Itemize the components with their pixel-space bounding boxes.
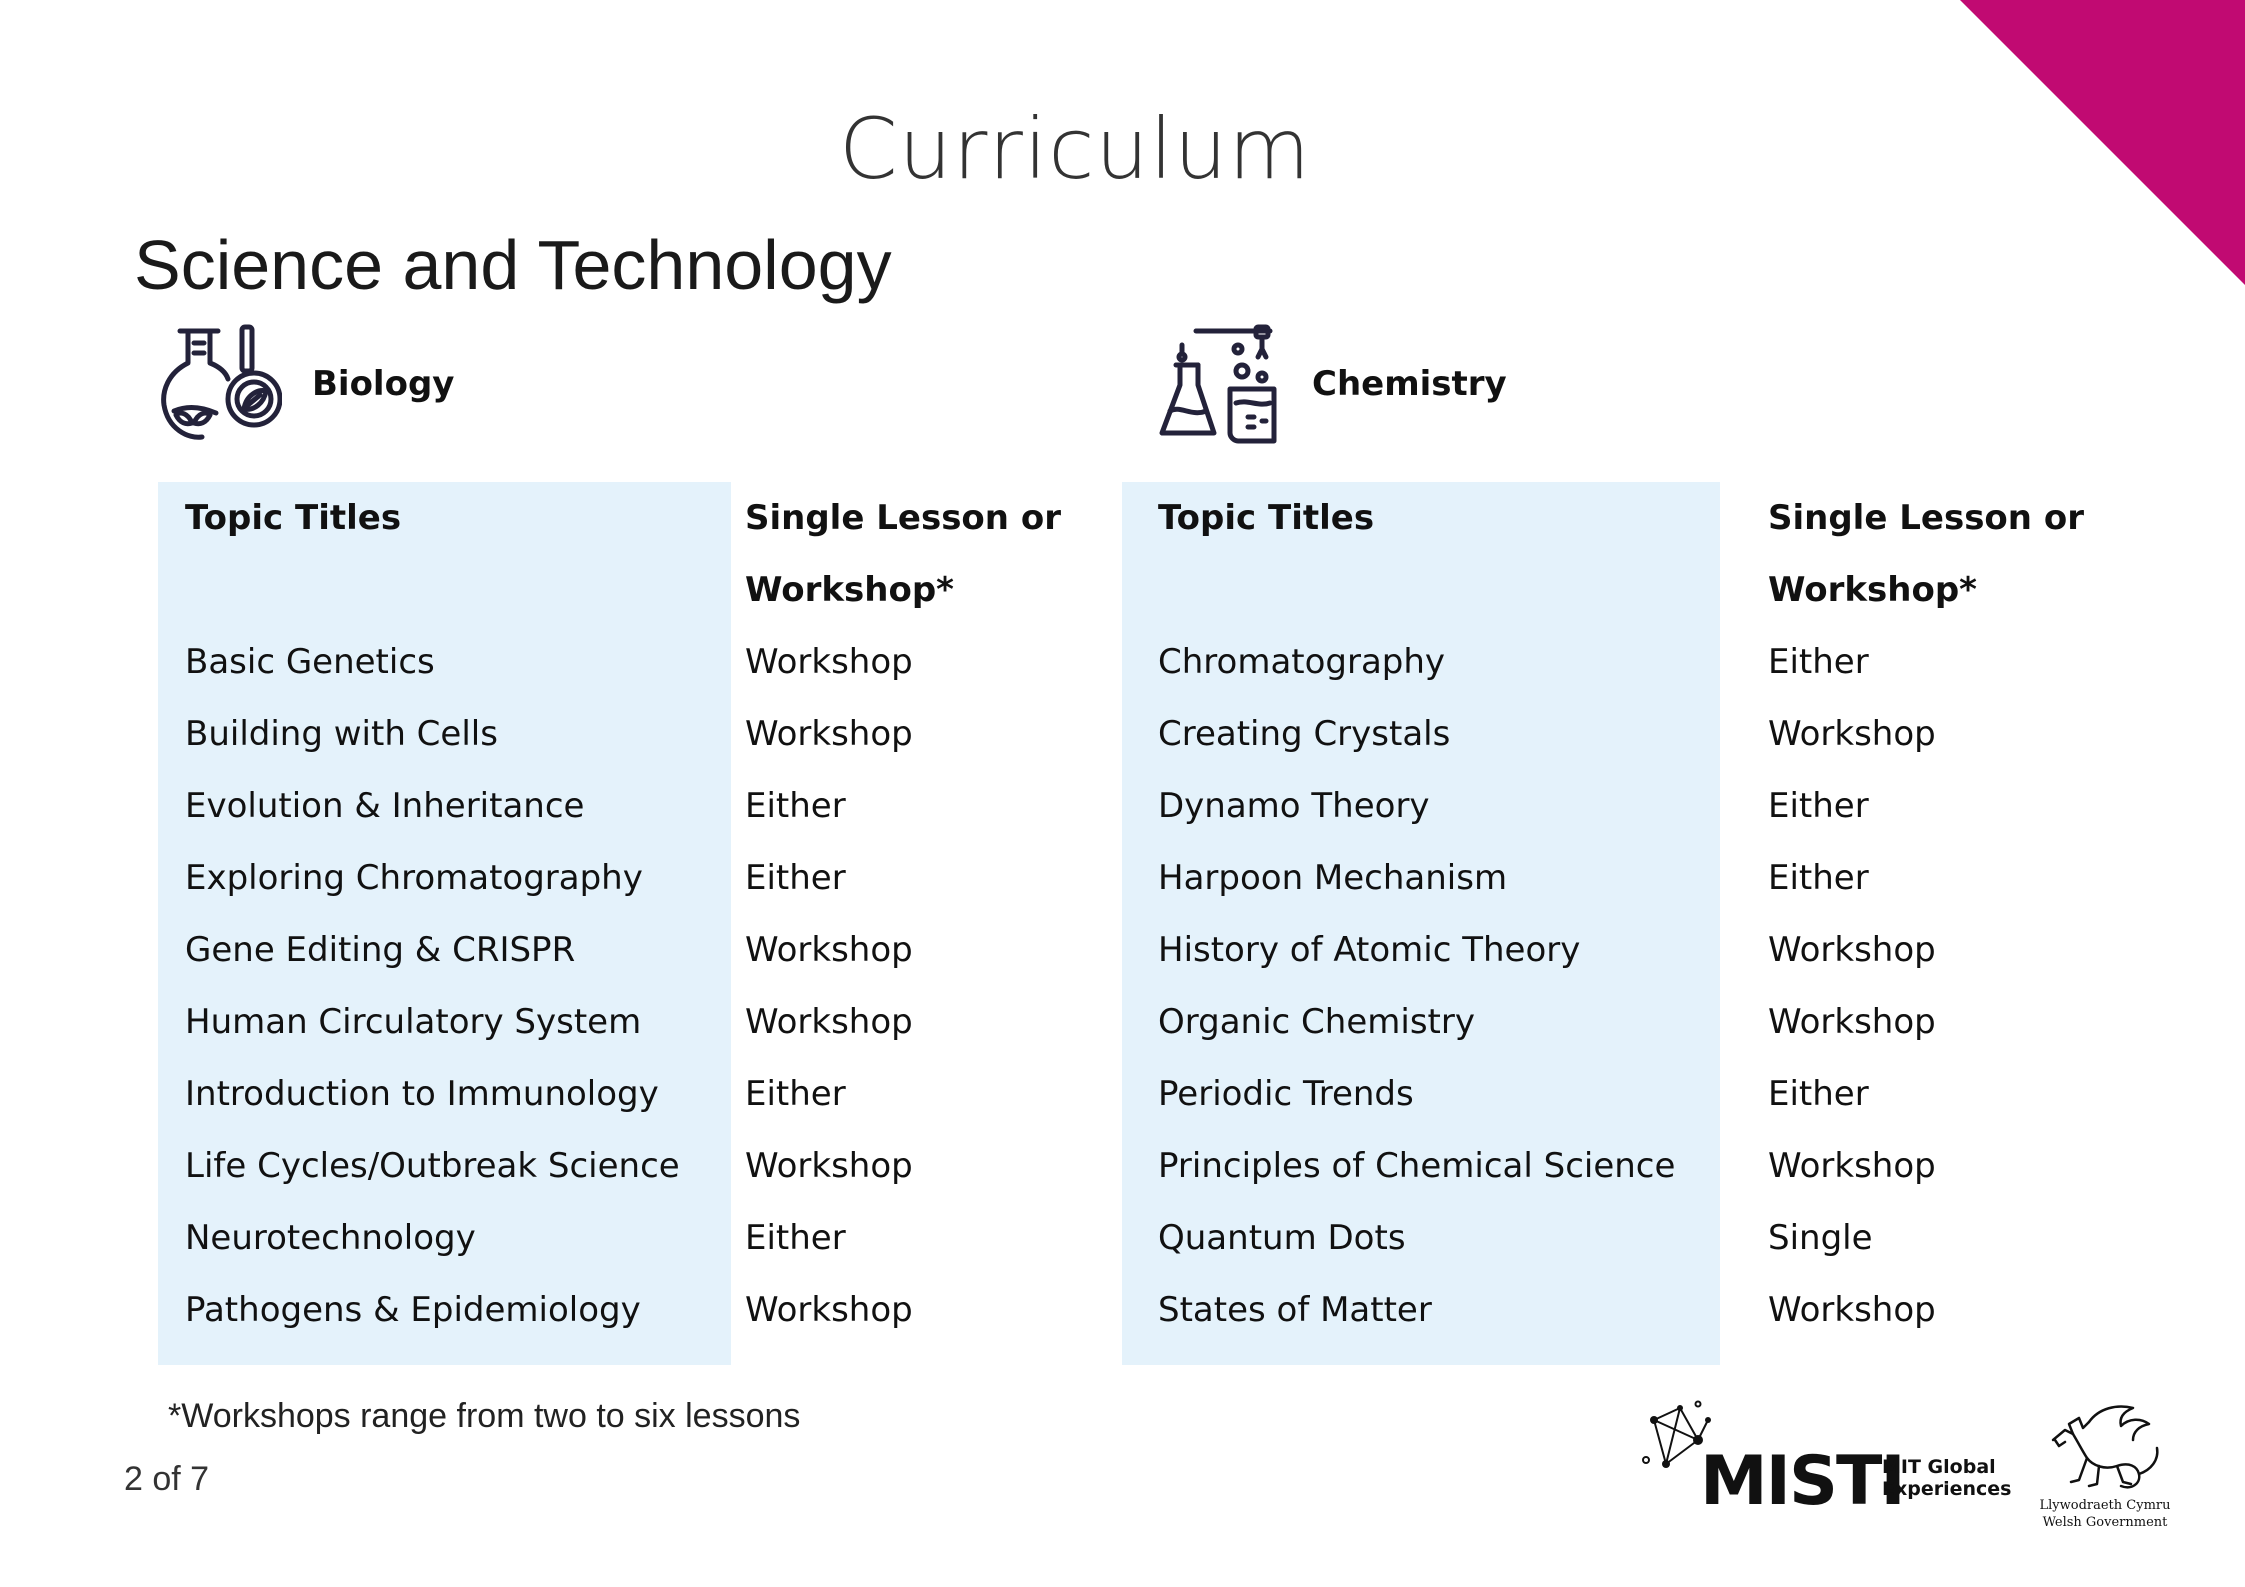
page-title: Curriculum (838, 100, 1312, 198)
format-cell: Workshop (1768, 1290, 1936, 1330)
header-format-line2: Workshop* (745, 570, 954, 610)
topic-cell: Chromatography (1158, 642, 1446, 682)
topic-cell: Life Cycles/Outbreak Science (185, 1146, 680, 1186)
header-topic-titles: Topic Titles (1158, 498, 1375, 538)
topic-cell: History of Atomic Theory (1158, 930, 1581, 970)
topic-cell: Pathogens & Epidemiology (185, 1290, 641, 1330)
topic-cell: Introduction to Immunology (185, 1074, 659, 1114)
format-cell: Either (745, 1074, 846, 1114)
topic-cell: Organic Chemistry (1158, 1002, 1475, 1042)
misti-wordmark: MISTI (1700, 1442, 1904, 1521)
misti-tagline-line2: Experiences (1882, 1478, 2012, 1500)
topic-cell: Evolution & Inheritance (185, 786, 585, 826)
topic-cell: Harpoon Mechanism (1158, 858, 1508, 898)
format-cell: Either (1768, 1074, 1869, 1114)
header-topic-titles: Topic Titles (185, 498, 402, 538)
topic-cell: Quantum Dots (1158, 1218, 1406, 1258)
format-cell: Workshop (1768, 714, 1936, 754)
topic-cell: Basic Genetics (185, 642, 435, 682)
topic-cell: Exploring Chromatography (185, 858, 643, 898)
format-cell: Workshop (1768, 1002, 1936, 1042)
format-cell: Workshop (745, 642, 913, 682)
topic-cell: Human Circulatory System (185, 1002, 642, 1042)
topic-cell: Neurotechnology (185, 1218, 476, 1258)
subject-label: Chemistry (1312, 364, 1507, 404)
topic-cell: Gene Editing & CRISPR (185, 930, 576, 970)
misti-tagline-line1: MIT Global (1882, 1456, 1996, 1478)
header-format-line2: Workshop* (1768, 570, 1977, 610)
subject-label: Biology (312, 364, 455, 404)
section-title: Science and Technology (134, 226, 892, 304)
header-format-line1: Single Lesson or (1768, 498, 2084, 538)
format-cell: Either (1768, 858, 1869, 898)
topic-cell: States of Matter (1158, 1290, 1432, 1330)
chemistry-lab-icon (1158, 323, 1282, 445)
subject-heading-chemistry (1158, 323, 1507, 445)
welsh-gov-line1: Llywodraeth Cymru (2039, 1498, 2171, 1513)
format-cell: Either (745, 1218, 846, 1258)
page-number: 2 of 7 (124, 1460, 210, 1498)
format-cell: Single (1768, 1218, 1873, 1258)
workshop-footnote: *Workshops range from two to six lessons (168, 1397, 801, 1435)
topic-cell: Dynamo Theory (1158, 786, 1430, 826)
welsh-government-logo (2030, 1400, 2180, 1531)
topic-cell: Building with Cells (185, 714, 498, 754)
topic-cell: Principles of Chemical Science (1158, 1146, 1676, 1186)
format-cell: Workshop (745, 930, 913, 970)
welsh-gov-line2: Welsh Government (2042, 1515, 2168, 1530)
header-format-line1: Single Lesson or (745, 498, 1061, 538)
format-cell: Either (745, 786, 846, 826)
format-cell: Workshop (745, 714, 913, 754)
format-cell: Either (1768, 786, 1869, 826)
topic-cell: Creating Crystals (1158, 714, 1451, 754)
format-cell: Either (745, 858, 846, 898)
format-cell: Workshop (1768, 930, 1936, 970)
format-cell: Workshop (1768, 1146, 1936, 1186)
topic-cell: Periodic Trends (1158, 1074, 1414, 1114)
subject-heading-biology (158, 323, 454, 445)
biology-flasks-icon (158, 323, 282, 445)
format-cell: Workshop (745, 1002, 913, 1042)
misti-tagline (1882, 1456, 2011, 1500)
format-cell: Workshop (745, 1146, 913, 1186)
format-cell: Either (1768, 642, 1869, 682)
format-cell: Workshop (745, 1290, 913, 1330)
welsh-dragon-icon (2043, 1400, 2167, 1492)
